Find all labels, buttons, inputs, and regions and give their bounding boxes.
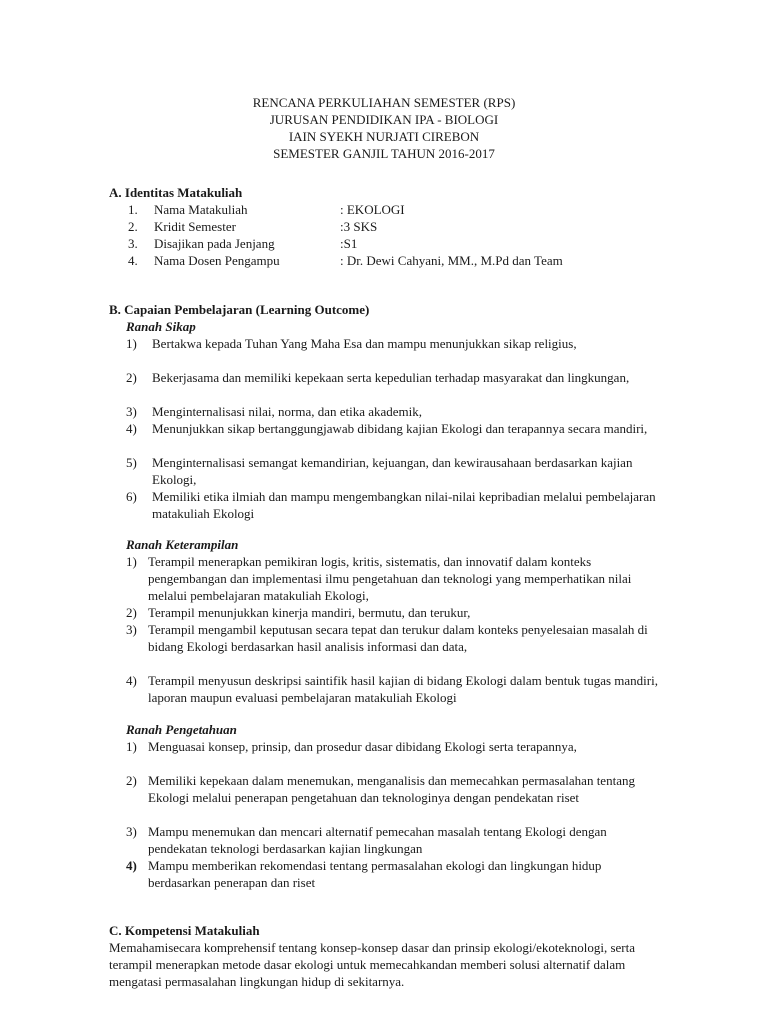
ranah-sikap-title: Ranah Sikap [126,319,196,334]
list-item-number: 4) [126,858,137,873]
section-c-title: C. Kompetensi Matakuliah [109,923,260,938]
section-b-title: B. Capaian Pembelajaran (Learning Outcome) [109,302,370,317]
list-item [126,488,666,522]
list-item-number: 2) [126,370,137,385]
section-c-paragraph: Memahamisecara komprehensif tentang konsep-konsep dasar dan prinsip ekologi/ekoteknologi, serta terampil menerapkan metode dasar ekologi untuk memecahkandan memberi solusi alternatif dalam mengatasi permasalahan lingkungan hidup di sekitarnya. [109,940,635,989]
header-line-3: IAIN SYEKH NURJATI CIREBON [288,129,480,144]
list-item [126,604,666,621]
list-item-number: 1) [126,739,137,754]
list-item-number: 2) [126,773,137,788]
list-item-text: Menunjukkan sikap bertanggungjawab dibidang kajian Ekologi dan terapannya secara mandiri, [152,421,648,436]
list-item [126,335,666,352]
list-item-text: Mampu menemukan dan mencari alternatif pemecahan masalah tentang Ekologi dengan pendekatan teknologi berdasarkan kajian lingkungan [148,824,607,856]
identity-row-value: : EKOLOGI [340,202,405,217]
header-line-2: JURUSAN PENDIDIKAN IPA - BIOLOGI [269,112,499,127]
list-item [126,738,666,755]
list-item-number: 6) [126,489,137,504]
list-item [126,369,666,386]
identity-row-number: 4. [128,253,138,268]
list-item-number: 3) [126,404,137,419]
list-item-text: Menginternalisasi nilai, norma, dan etika akademik, [152,404,423,419]
identity-row-value: :S1 [340,236,358,251]
identity-row-number: 3. [128,236,138,251]
list-item [126,621,666,655]
list-item-text: Bertakwa kepada Tuhan Yang Maha Esa dan mampu menunjukkan sikap religius, [152,336,577,351]
list-item-text: Terampil menerapkan pemikiran logis, kritis, sistematis, dan innovatif dalam konteks pengembangan dan implementasi ilmu pengetahuan dan teknologi yang memperhatikan nilai melalui pembelajaran matakuliah Ekologi, [148,554,632,603]
identity-row-number: 1. [128,202,138,217]
list-item [126,553,666,604]
list-item-text: Terampil menunjukkan kinerja mandiri, bermutu, dan terukur, [148,605,471,620]
document-header [0,94,768,162]
list-item-text: Memiliki kepekaan dalam menemukan, menganalisis dan memecahkan permasalahan tentang Ekologi melalui penerapan pengetahuan dan teknologinya dengan pendekatan riset [148,773,635,805]
list-item-number: 4) [126,673,137,688]
list-item-text: Terampil menyusun deskripsi saintifik hasil kajian di bidang Ekologi dalam bentuk tugas mandiri, laporan maupun evaluasi pembelajaran matakuliah Ekologi [148,673,658,705]
identity-row-label: Disajikan pada Jenjang [154,236,275,251]
list-item-text: Mampu memberikan rekomendasi tentang permasalahan ekologi dan lingkungan hidup berdasarkan penerapan dan riset [148,858,602,890]
identity-row-number: 2. [128,219,138,234]
list-item-number: 4) [126,421,137,436]
identity-row-value: : Dr. Dewi Cahyani, MM., M.Pd dan Team [340,253,563,268]
list-item-text: Menginternalisasi semangat kemandirian, kejuangan, dan kewirausahaan berdasarkan kajian Ekologi, [152,455,633,487]
list-item [126,672,666,706]
header-line-1: RENCANA PERKULIAHAN SEMESTER (RPS) [252,95,516,110]
list-item-number: 2) [126,605,137,620]
list-item-number: 1) [126,554,137,569]
identity-row-label: Nama Dosen Pengampu [154,253,280,268]
ranah-pengetahuan-title: Ranah Pengetahuan [126,722,237,737]
list-item-text: Bekerjasama dan memiliki kepekaan serta kepedulian terhadap masyarakat dan lingkungan, [152,370,630,385]
identity-row-value: :3 SKS [340,219,378,234]
list-item-number: 1) [126,336,137,351]
list-item-number: 3) [126,622,137,637]
list-item [126,823,666,857]
list-item-number: 5) [126,455,137,470]
list-item-text: Terampil mengambil keputusan secara tepat dan terukur dalam konteks penyelesaian masalah di bidang Ekologi berdasarkan hasil analisis informasi dan data, [148,622,648,654]
ranah-keterampilan-title: Ranah Keterampilan [126,537,239,552]
identity-row-label: Kridit Semester [154,219,236,234]
list-item-text: Menguasai konsep, prinsip, dan prosedur dasar dibidang Ekologi serta terapannya, [148,739,577,754]
list-item [126,454,666,488]
list-item [126,403,666,420]
list-item-text: Memiliki etika ilmiah dan mampu mengembangkan nilai-nilai kepribadian melalui pembelajaran matakuliah Ekologi [152,489,656,521]
list-item [126,857,666,891]
list-item [126,420,666,437]
identity-row-label: Nama Matakuliah [154,202,248,217]
list-item [126,772,666,806]
section-a-title: A. Identitas Matakuliah [109,185,243,200]
header-line-4: SEMESTER GANJIL TAHUN 2016-2017 [273,146,495,161]
list-item-number: 3) [126,824,137,839]
